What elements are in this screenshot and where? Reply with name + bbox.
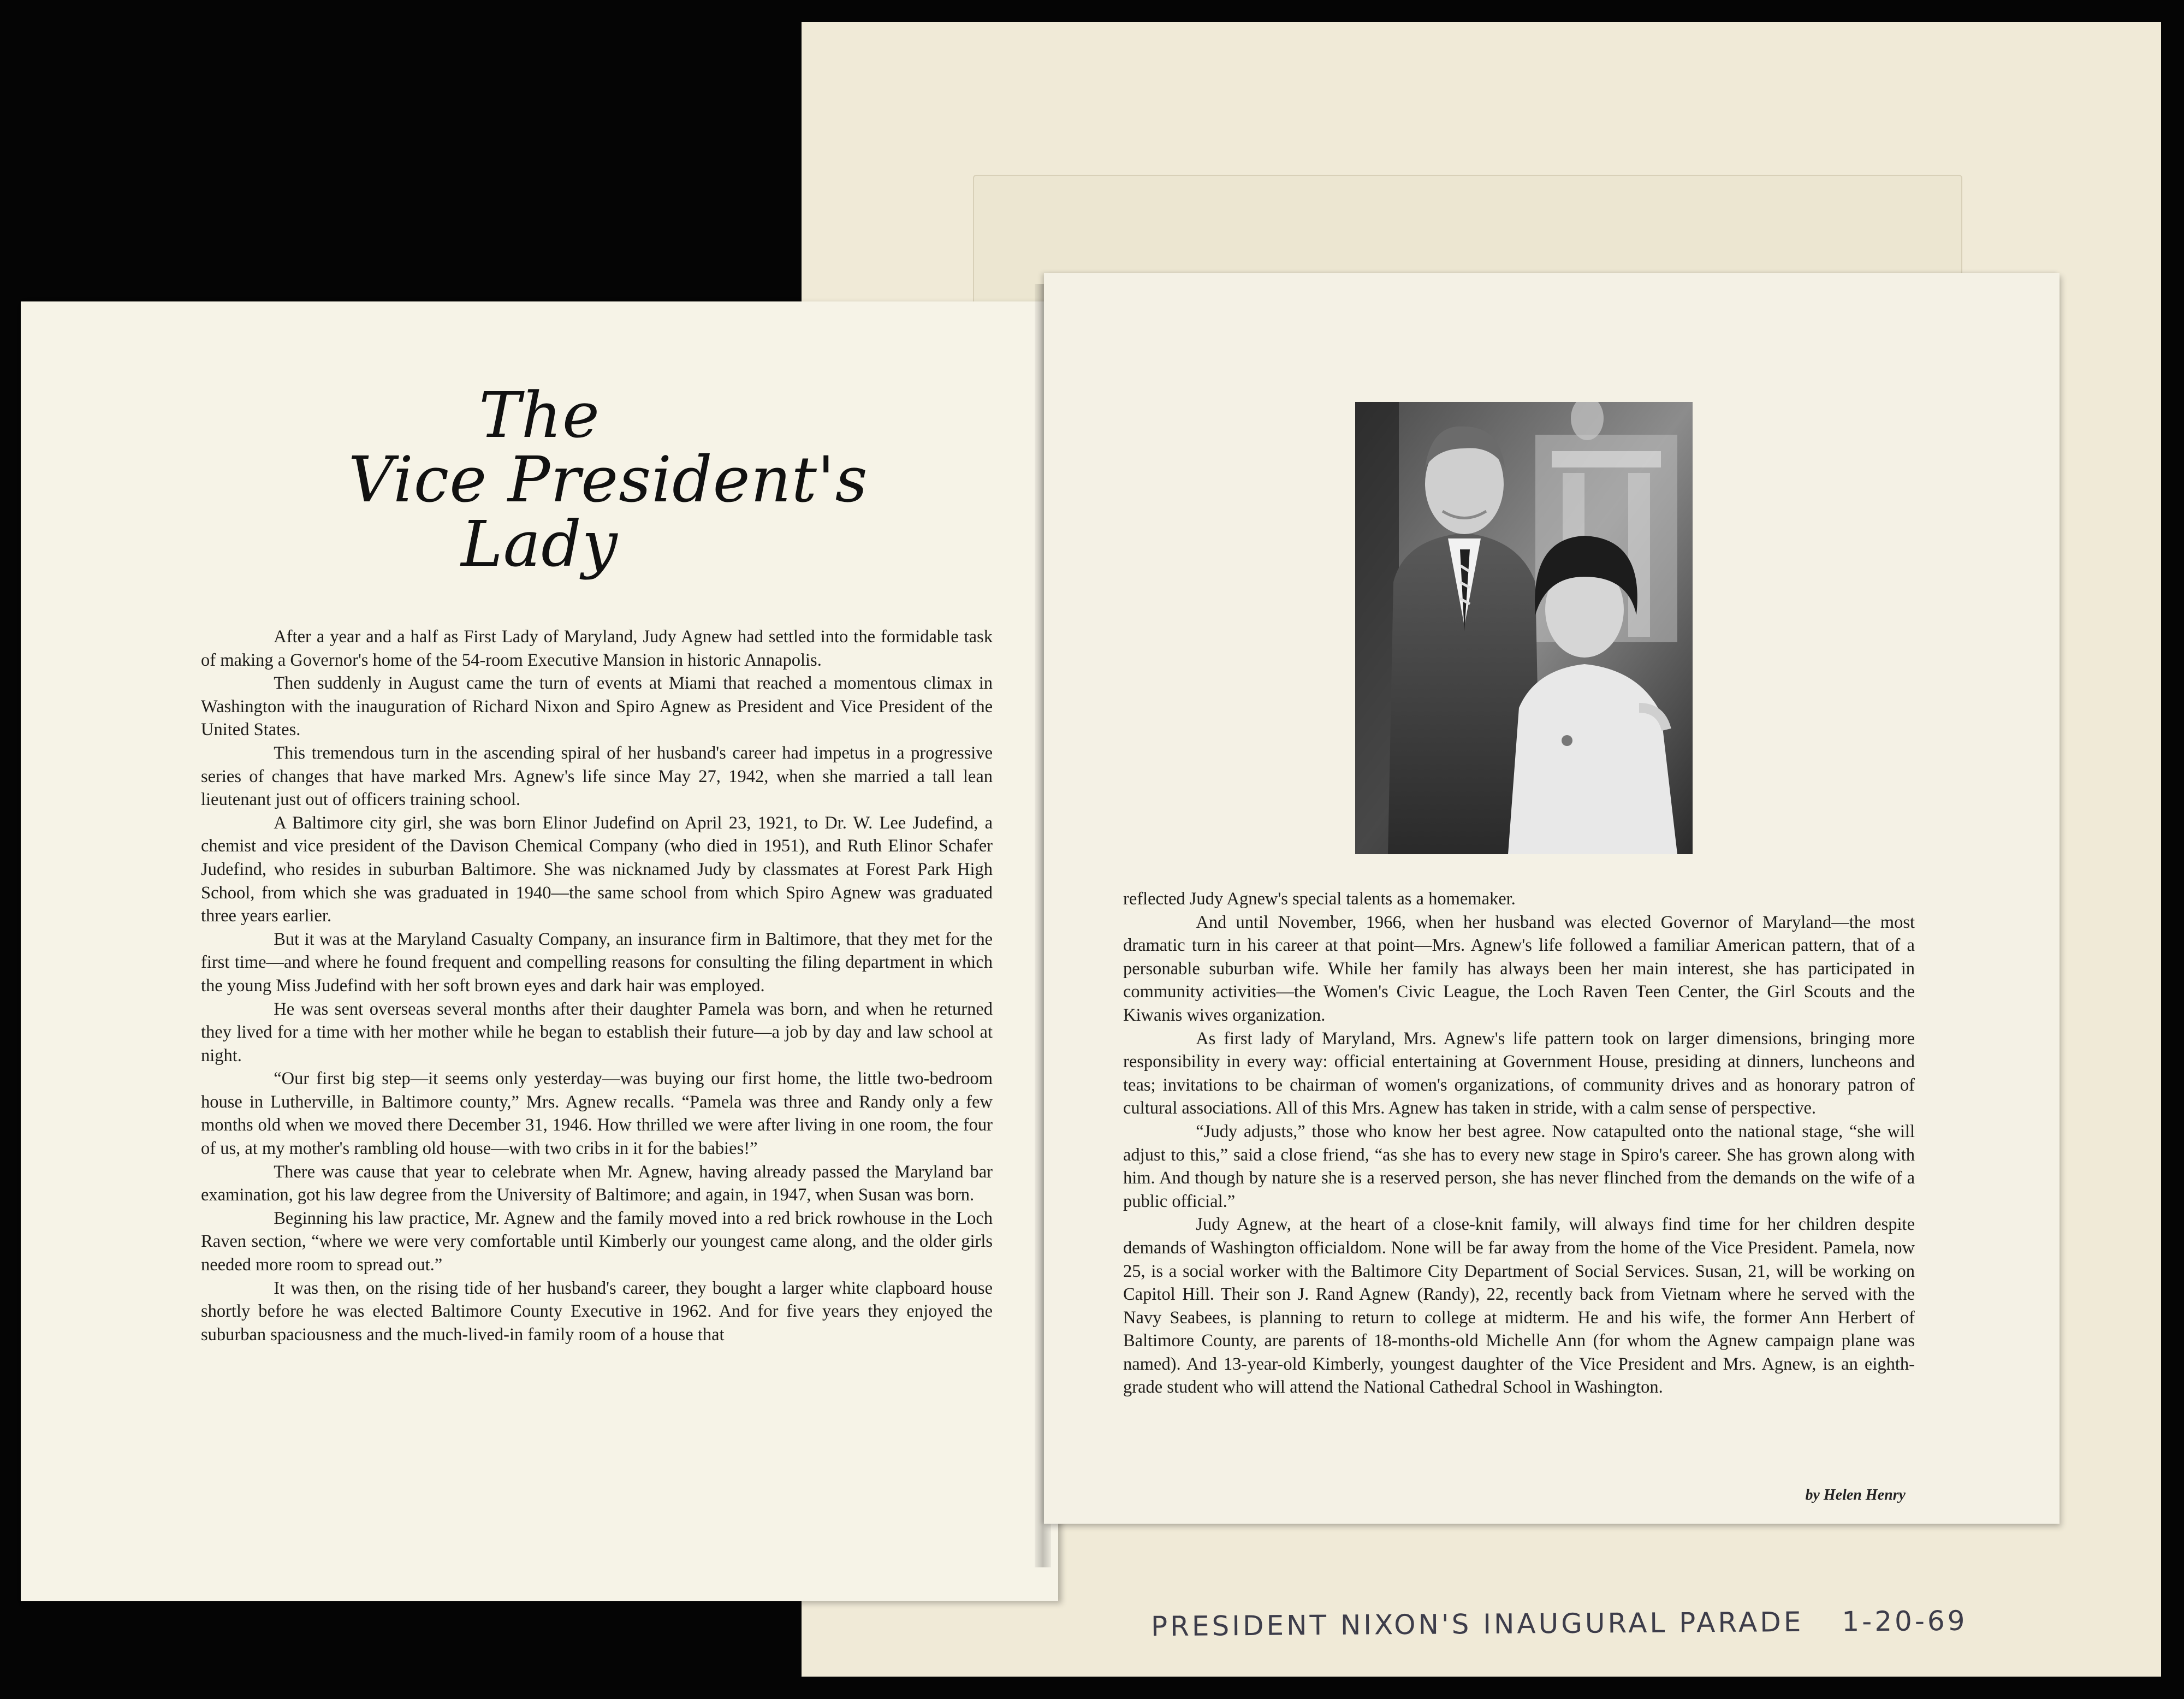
paragraph: After a year and a half as First Lady of Maryland, Judy Agnew had settled into the formidable task of making a Governor's home of the 54-room Executive Mansion in historic Annapolis. [201,627,993,670]
paragraph: And until November, 1966, when her husband was elected Governor of Maryland—the most dramatic turn in his career at that point—Mrs. Agnew's life followed a familiar American pattern, that of a personable suburban wife. While her family has always been her main interest, she has participated in community activities—the Women's Civic League, the Loch Raven Teen Center, the Girl Scouts and the Kiwanis wives organization. [1123,912,1915,1025]
paragraph: It was then, on the rising tide of her husband's career, they bought a larger white clapboard house shortly before he was elected Baltimore County Executive in 1962. And for five years they enjoyed the suburban spaciousness and the much-lived-in family room of a house that [201,1278,993,1345]
right-column-text [1123,887,1915,1399]
caption-date: 1-20-69 [1842,1605,1968,1638]
paragraph: He was sent overseas several months after their daughter Pamela was born, and when he returned they lived for a time with her mother while he began to establish their future—a job by day and law school at night. [201,999,993,1065]
caption-text: PRESIDENT NIXON'S INAUGURAL PARADE [1150,1606,1804,1643]
handwritten-caption [1151,1605,1970,1642]
paragraph: As first lady of Maryland, Mrs. Agnew's life pattern took on larger dimensions, bringing more responsibility in every way: official entertaining at Government House, presiding at dinners, luncheons and teas; invitations to be chairman of women's organizations, of community drives and as honorary patron of cultural associations. All of this Mrs. Agnew has taken in stride, with a calm sense of perspective. [1123,1028,1915,1118]
portrait-photo-art [1355,402,1693,854]
paragraph: There was cause that year to celebrate when Mr. Agnew, having already passed the Maryland bar examination, got his law degree from the University of Baltimore; and again, in 1947, when Susan was born. [201,1162,993,1205]
paragraph: Judy Agnew, at the heart of a close-knit family, will always find time for her children despite demands of Washington officialdom. None will be far away from the home of the Vice President. Pamela, now 25, is a social worker with the Baltimore City Department of Social Services. Susan, 21, will be working on Capitol Hill. Their son J. Rand Agnew (Randy), 22, recently back from Vietnam where he served with the Navy Seabees, is planning to return to college at midterm. He and his wife, the former Ann Herbert of Baltimore County, are parents of 18-months-old Michelle Ann (for whom the Agnew campaign plane was named). And 13-year-old Kimberly, youngest daughter of the Vice President and Mrs. Agnew, is an eighth-grade student who will attend the National Cathedral School in Washington. [1123,1215,1915,1398]
paragraph: “Judy adjusts,” those who know her best agree. Now catapulted onto the national stage, “she will adjust to this,” said a close friend, “as she has to every new stage in Spiro's career. She has grown along with him. And though by nature she is a reserved person, she has never flinched from the demands on the wife of a public official.” [1123,1121,1915,1211]
paragraph: Then suddenly in August came the turn of events at Miami that reached a momentous climax in Washington with the inauguration of Richard Nixon and Spiro Agnew as President and Vice President of the United States. [201,673,993,740]
paragraph: But it was at the Maryland Casualty Company, an insurance firm in Baltimore, that they met for the first time—and where he found frequent and compelling reasons for consulting the filing department in which the young Miss Judefind with her soft brown eyes and dark hair was employed. [201,929,993,996]
paragraph: This tremendous turn in the ascending spiral of her husband's career had impetus in a progressive series of changes that have marked Mrs. Agnew's life since May 27, 1942, when she married a tall lean lieutenant just out of officers training school. [201,743,993,810]
left-column-text [201,625,993,1346]
article-title [348,379,868,581]
paragraph: A Baltimore city girl, she was born Elinor Judefind on April 23, 1921, to Dr. W. Lee Judefind, a chemist and vice president of the Davison Chemical Company (who died in 1951), and Ruth Elinor Schafer Judefind, who resides in suburban Baltimore. She was nicknamed Judy by classmates at Forest Park High School, from which she was graduated in 1940—the same school from which Spiro Agnew was graduated three years earlier. [201,813,993,926]
paragraph: “Our first big step—it seems only yesterday—was buying our first home, the little two-bedroom house in Lutherville, in Baltimore county,” Mrs. Agnew recalls. “Pamela was three and Randy only a few months old when we moved there December 31, 1946. How thrilled we were after living in one room, the four of us, at my mother's rambling old house—with two cribs in it for the babies!” [201,1069,993,1159]
title-line: The [479,379,600,452]
title-line: Lady [461,508,618,581]
paragraph: reflected Judy Agnew's special talents as a homemaker. [1123,889,1516,909]
title-line: Vice President's [348,443,868,517]
right-page [1044,273,2060,1524]
left-page [21,301,1058,1601]
portrait-photo [1355,402,1693,854]
paragraph: Beginning his law practice, Mr. Agnew and the family moved into a red brick rowhouse in the Loch Raven section, “where we were very comfortable until Kimberly our youngest came along, and the older girls needed more room to spread out.” [201,1208,993,1275]
byline: by Helen Henry [1805,1487,1906,1503]
